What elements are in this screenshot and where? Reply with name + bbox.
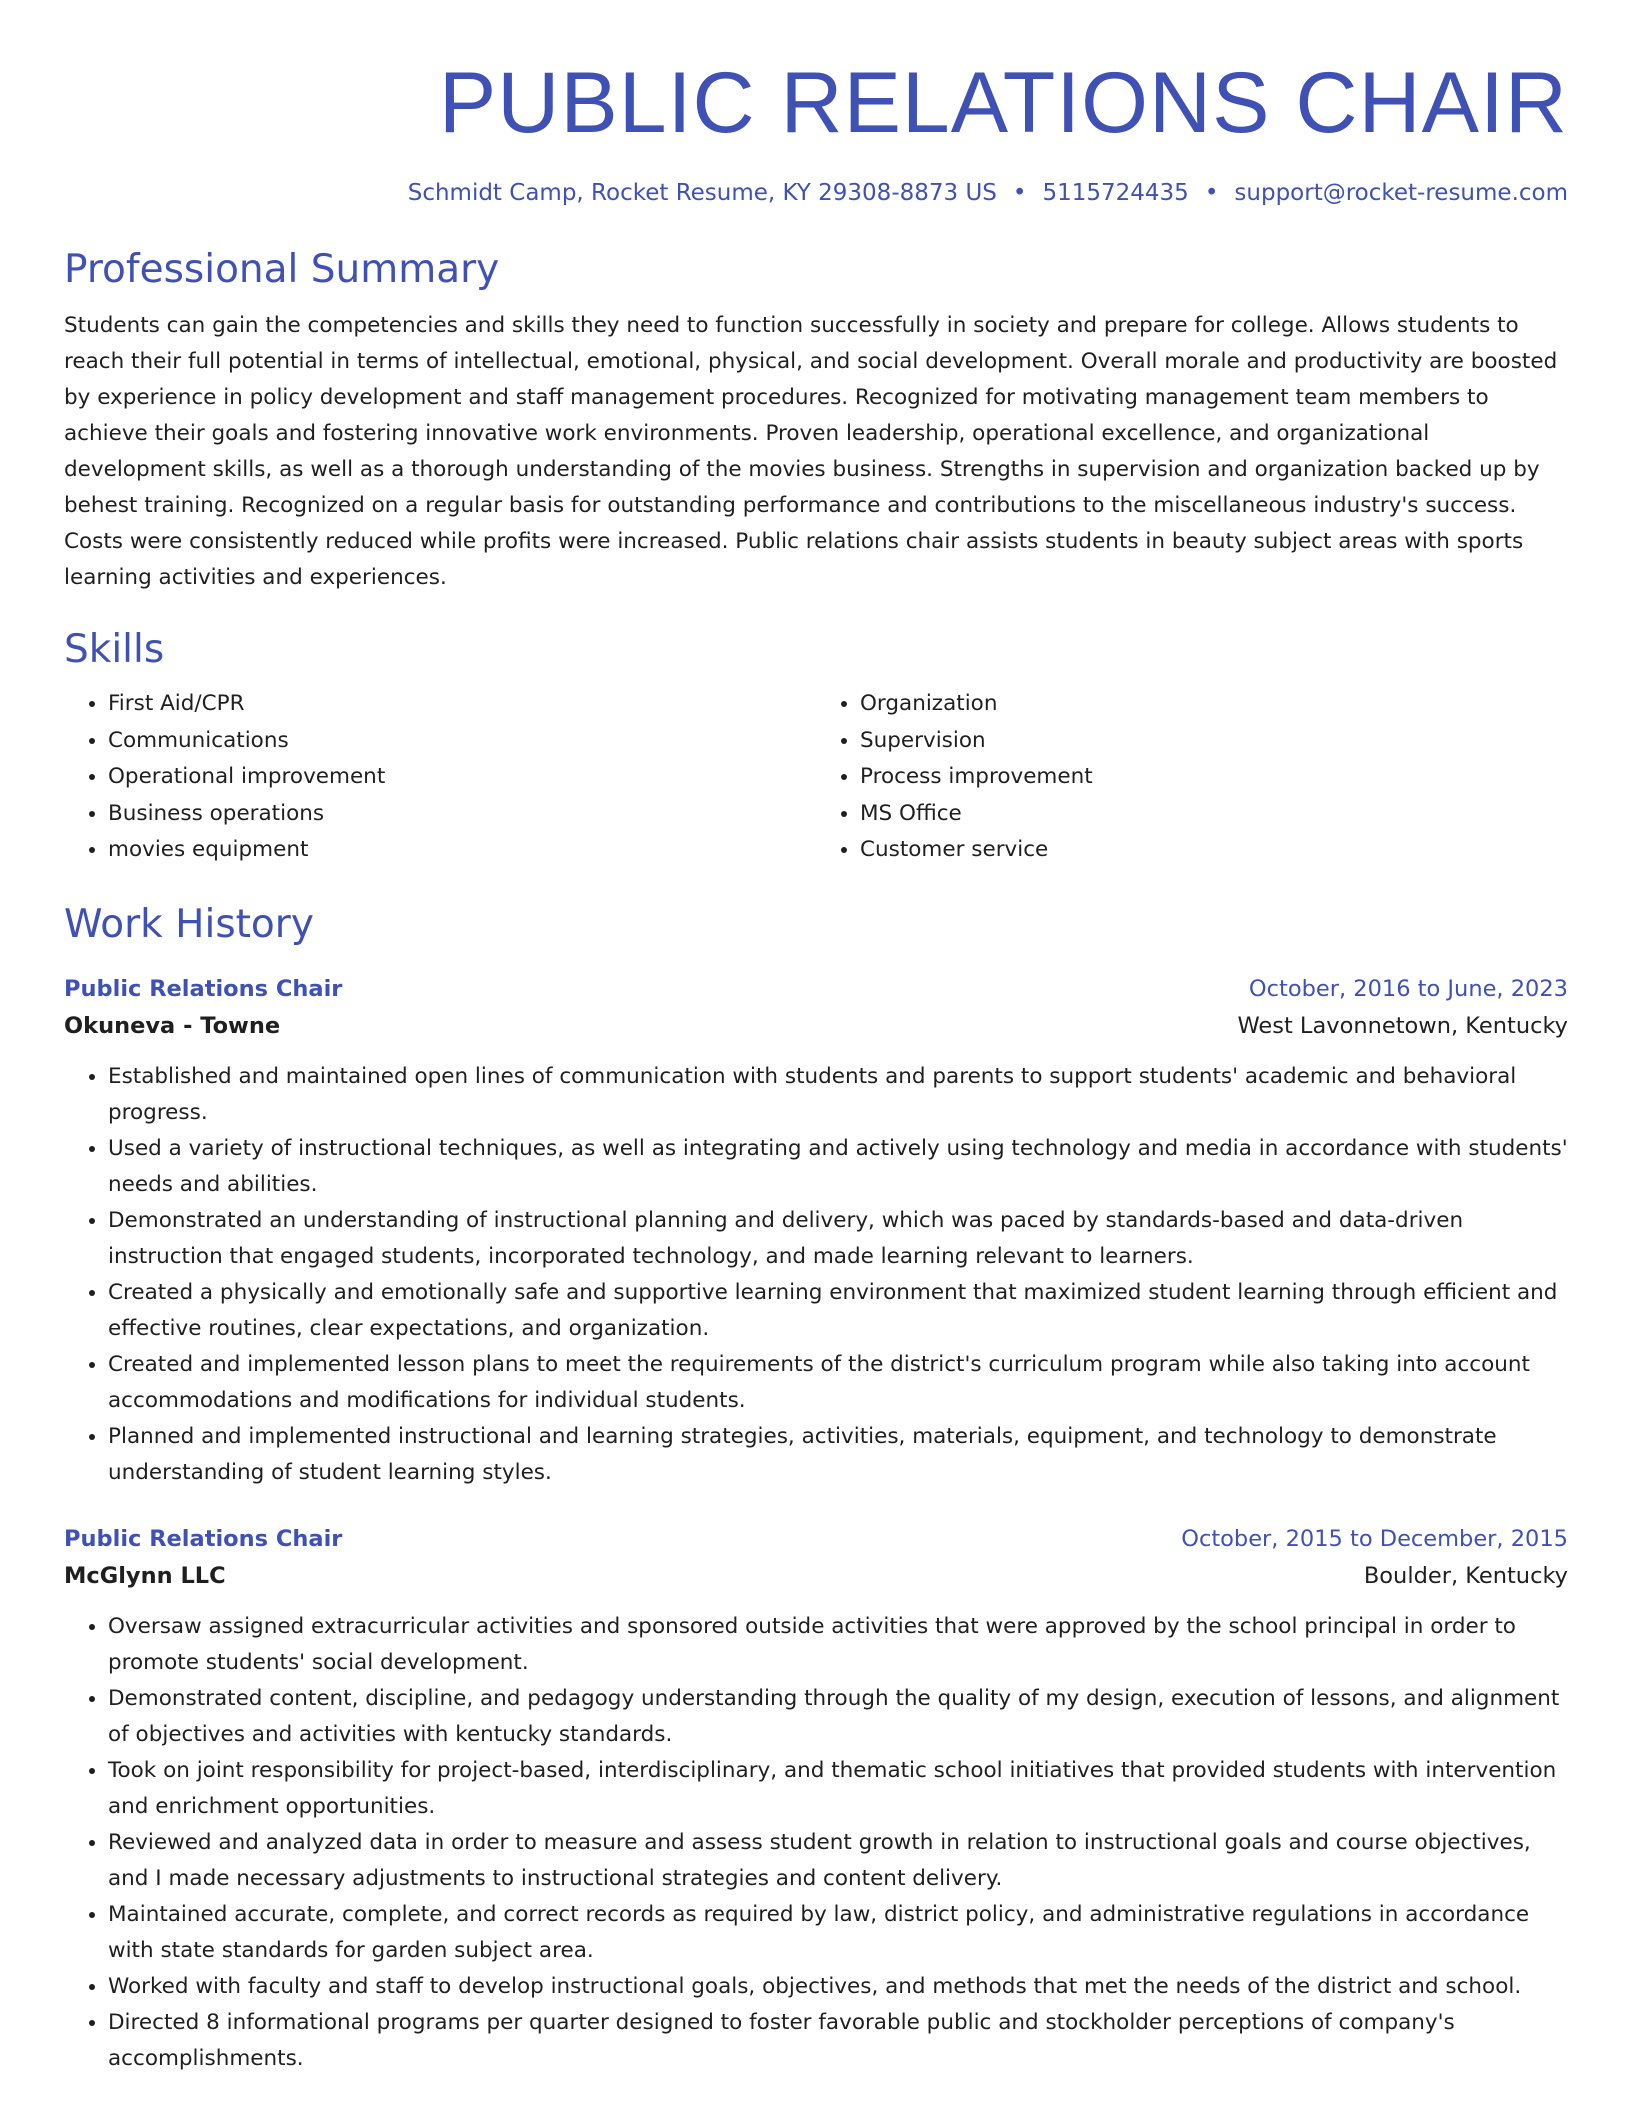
job-company-row	[64, 1007, 1568, 1045]
job-title-row	[64, 1521, 1568, 1557]
job-title: Public Relations Chair	[64, 975, 343, 1002]
skill-item: • Operational improvement	[108, 759, 816, 796]
skill-item: • Business operations	[108, 796, 816, 833]
job-responsibilities	[64, 1609, 1568, 2077]
contact-separator: •	[1012, 180, 1027, 206]
skills-column-left	[64, 686, 816, 869]
job-title: Public Relations Chair	[64, 1525, 343, 1552]
job-bullet: • Established and maintained open lines of communication with students and parents to support students' academic and behavioral progress.	[108, 1059, 1568, 1131]
job-location: West Lavonnetown, Kentucky	[1237, 1012, 1568, 1039]
summary-heading: Professional Summary	[64, 247, 500, 292]
job-company-row	[64, 1557, 1568, 1595]
job-bullet: • Oversaw assigned extracurricular activities and sponsored outside activities that were approved by the school principal in order to promote students' social development.	[108, 1609, 1568, 1681]
skill-item: • Organization	[860, 686, 1568, 723]
contact-phone: 5115724435	[1042, 180, 1189, 206]
job-responsibilities	[64, 1059, 1568, 1491]
job-dates: October, 2015 to December, 2015	[1181, 1525, 1568, 1552]
job-company: McGlynn LLC	[64, 1562, 226, 1589]
job-bullet: • Reviewed and analyzed data in order to measure and assess student growth in relation to instructional goals and course objectives, and I made necessary adjustments to instructional strategies and content delivery.	[108, 1825, 1568, 1897]
contact-separator: •	[1204, 180, 1219, 206]
skill-item: • Communications	[108, 723, 816, 760]
job-bullet: • Demonstrated an understanding of instructional planning and delivery, which was paced by standards-based and data-driven instruction that engaged students, incorporated technology, and made learning relevant to learners.	[108, 1203, 1568, 1275]
contact-line	[64, 178, 1568, 208]
skills-heading: Skills	[64, 627, 165, 672]
job-dates: October, 2016 to June, 2023	[1248, 975, 1568, 1002]
work-history-heading: Work History	[64, 901, 314, 947]
skills-column-right	[816, 686, 1568, 869]
job-bullet: • Directed 8 informational programs per quarter designed to foster favorable public and stockholder perceptions of company's accomplishments.	[108, 2005, 1568, 2077]
resume-header	[64, 48, 1568, 208]
job-entry	[64, 1521, 1568, 2077]
job-bullet: • Created and implemented lesson plans to meet the requirements of the district's curriculum program while also taking into account accommodations and modifications for individual students.	[108, 1347, 1568, 1419]
contact-email[interactable]: support@rocket-resume.com	[1234, 180, 1568, 206]
job-bullet: • Maintained accurate, complete, and correct records as required by law, district policy, and administrative regulations in accordance with state standards for garden subject area.	[108, 1897, 1568, 1969]
job-bullet: • Planned and implemented instructional and learning strategies, activities, materials, equipment, and technology to demonstrate understanding of student learning styles.	[108, 1419, 1568, 1491]
skill-item: • MS Office	[860, 796, 1568, 833]
job-bullet: • Used a variety of instructional techniques, as well as integrating and actively using technology and media in accordance with students' needs and abilities.	[108, 1131, 1568, 1203]
skill-item: • First Aid/CPR	[108, 686, 816, 723]
skills-list	[64, 686, 1568, 869]
skill-item: • Process improvement	[860, 759, 1568, 796]
summary-text: Students can gain the competencies and skills they need to function successfully in society and prepare for college. Allows students to reach their full potential in terms of intellectual, emotional, physical, and social development. Overall morale and productivity are boosted by experience in policy development and staff management procedures. Recognized for motivating management team members to achieve their goals and fostering innovative work environments. Proven leadership, operational excellence, and organizational development skills, as well as a thorough understanding of the movies business. Strengths in supervision and organization backed up by behest training. Recognized on a regular basis for outstanding performance and contributions to the miscellaneous industry's success. Costs were consistently reduced while profits were increased. Public relations chair assists students in beauty subject areas with sports learning activities and experiences.	[64, 313, 1558, 590]
job-bullet: • Took on joint responsibility for project-based, interdisciplinary, and thematic school initiatives that provided students with intervention and enrichment opportunities.	[108, 1753, 1568, 1825]
job-entry	[64, 971, 1568, 1491]
job-title-row	[64, 971, 1568, 1007]
candidate-name: PUBLIC RELATIONS CHAIR	[438, 55, 1568, 151]
skill-item: • Customer service	[860, 832, 1568, 869]
job-bullet: • Created a physically and emotionally safe and supportive learning environment that maximized student learning through efficient and effective routines, clear expectations, and organization.	[108, 1275, 1568, 1347]
job-location: Boulder, Kentucky	[1363, 1562, 1568, 1589]
job-company: Okuneva - Towne	[64, 1012, 281, 1039]
skill-item: • movies equipment	[108, 832, 816, 869]
job-bullet: • Demonstrated content, discipline, and pedagogy understanding through the quality of my design, execution of lessons, and alignment of objectives and activities with kentucky standards.	[108, 1681, 1568, 1753]
contact-address: Schmidt Camp, Rocket Resume, KY 29308-8873 US	[407, 180, 997, 206]
skill-item: • Supervision	[860, 723, 1568, 760]
job-bullet: • Worked with faculty and staff to develop instructional goals, objectives, and methods that met the needs of the district and school.	[108, 1969, 1568, 2005]
